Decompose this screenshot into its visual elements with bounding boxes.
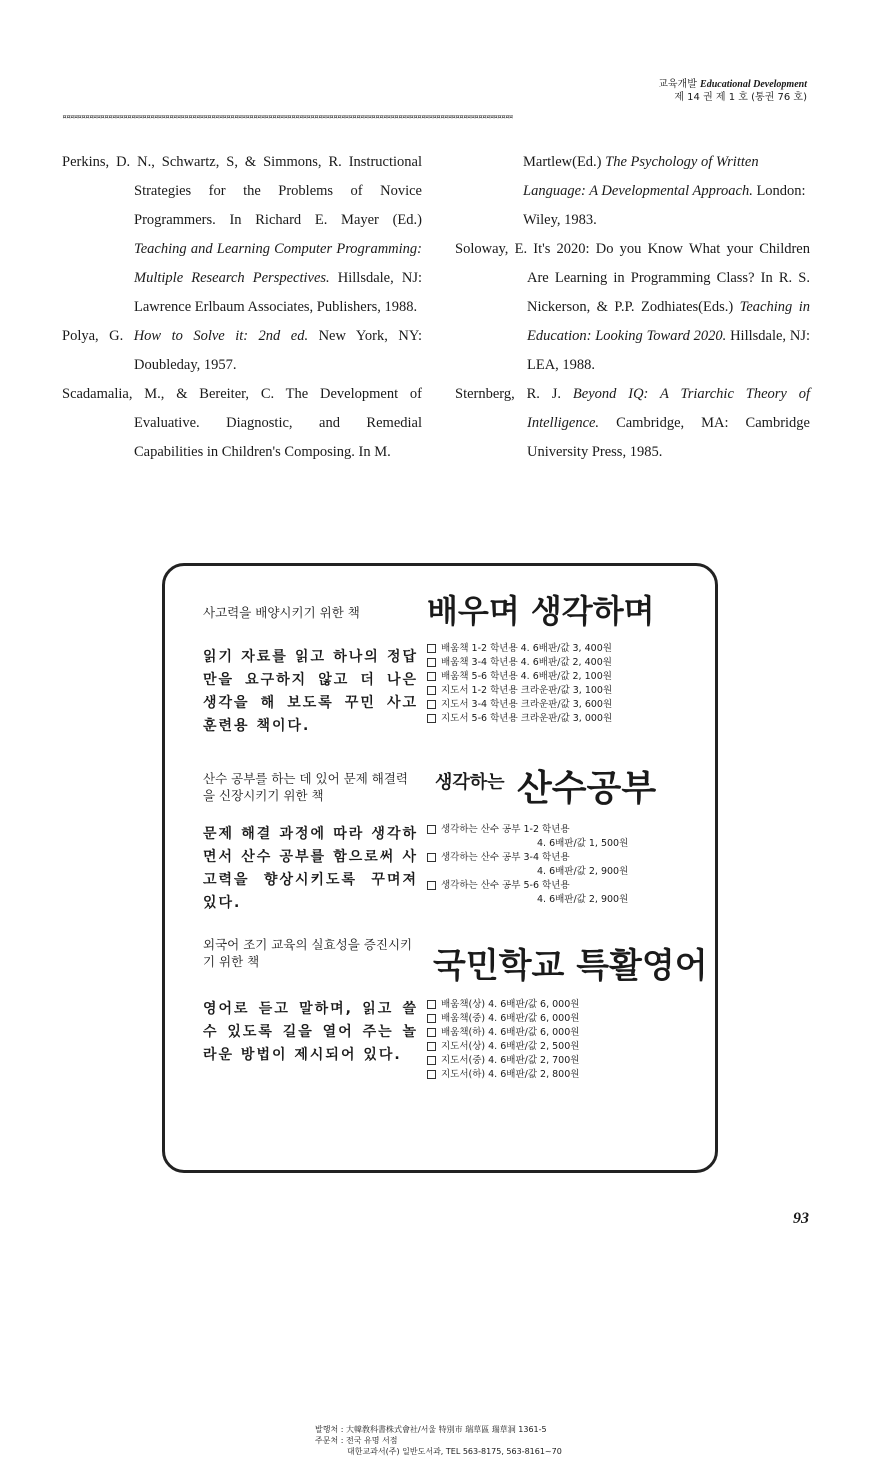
issue-info: 제 14 권 제 1 호 (통권 76 호) [674,92,807,103]
checkbox-icon [427,714,436,723]
advertisement-box [162,563,718,1456]
checkbox-icon [427,686,436,695]
book-list-item [427,823,628,837]
reference-authors: Sternberg, R. J. [455,386,573,402]
journal-name-en: Educational Development [700,79,807,90]
book-title: 지도서 5-6 학년용 크라운판/값 3, 000원 [441,713,613,724]
reference-entry [455,380,810,467]
ad1-book-list [427,642,612,726]
reference-authors: Soloway, E. It's 2020: Do you Know What your Children Are Learning in Programming Class? In R. S. Nickerson, & P.P. Zodhiates(Eds.) [455,241,810,315]
references-right-column [455,148,810,467]
ad2-title-big: 산수공부 [517,768,657,809]
page-number: 93 [793,1210,809,1227]
reference-entry [62,322,422,380]
reference-entry [62,148,422,322]
book-list-item [427,879,628,893]
checkbox-icon [427,644,436,653]
ad3-title: 국민학교 특활영어 [433,946,708,986]
reference-title: How to Solve it: 2nd ed. [133,328,309,344]
ad3-intro: 외국어 조기 교육의 실효성을 증진시키기 위한 책 [203,937,413,969]
checkbox-icon [427,1070,436,1079]
reference-title: Teaching in Education: Looking Toward 2020. [527,299,810,344]
checkbox-icon [427,825,436,834]
ad1-intro: 사고력을 배양시키기 위한 책 [203,605,360,620]
book-list-item [427,642,612,656]
book-title: 생각하는 산수 공부 3-4 학년용 [441,852,570,863]
ad3-description: 영어로 듣고 말하며, 읽고 쓸 수 있도록 길을 열어 주는 놀라운 방법이 제시되어 있다. [203,1001,418,1063]
checkbox-icon [427,700,436,709]
checkbox-icon [427,1028,436,1037]
book-title: 지도서(하) 4. 6배판/값 2, 800원 [441,1069,580,1080]
book-price: 4. 6배판/값 1, 500원 [537,838,629,849]
reference-entry [62,380,422,467]
reference-publisher: Hillsdale, NJ: LEA, 1988. [527,328,810,373]
book-title: 지도서 1-2 학년용 크라운판/값 3, 100원 [441,685,613,696]
book-list-item [427,698,612,712]
reference-entry [523,148,810,235]
reference-publisher: Cambridge, MA: Cambridge University Press, 1985. [527,415,810,460]
reference-authors: Scadamalia, M., & Bereiter, C. The Development of Evaluative. Diagnostic, and Remedial Capabilities in Children's Composing. In M. [62,386,422,460]
checkbox-icon [427,1056,436,1065]
reference-publisher: New York, NY: Doubleday, 1957. [134,328,422,373]
book-title: 생각하는 산수 공부 1-2 학년용 [441,824,570,835]
book-title: 지도서(상) 4. 6배판/값 2, 500원 [441,1041,580,1052]
reference-title: Beyond IQ: A Triarchic Theory of Intelligence. [527,386,810,431]
book-list-item [427,1026,579,1040]
book-title: 지도서(중) 4. 6배판/값 2, 700원 [441,1055,580,1066]
book-title: 배움책(하) 4. 6배판/값 6, 000원 [441,1027,580,1038]
book-title: 배움책 3-4 학년용 4. 6배판/값 2, 400원 [441,657,612,668]
book-list-item [427,1054,579,1068]
publisher-info [315,1424,562,1457]
ad1-title: 배우며 생각하며 [427,592,655,630]
book-price: 4. 6배판/값 2, 900원 [537,894,629,905]
checkbox-icon [427,658,436,667]
checkbox-icon [427,672,436,681]
book-title: 배움책 1-2 학년용 4. 6배판/값 3, 400원 [441,643,612,654]
book-list-item [427,851,628,865]
reference-authors: Martlew(Ed.) [523,154,606,170]
references-left-column [62,148,422,467]
book-price: 4. 6배판/값 2, 900원 [537,866,629,877]
ad3-book-list [427,998,579,1082]
book-title: 배움책(상) 4. 6배판/값 6, 000원 [441,999,580,1010]
decorative-border: ¤¤¤¤¤¤¤¤¤¤¤¤¤¤¤¤¤¤¤¤¤¤¤¤¤¤¤¤¤¤¤¤¤¤¤¤¤¤¤¤¤¤¤¤¤¤¤¤¤¤¤¤¤¤¤¤¤¤¤¤¤¤¤¤¤¤¤¤¤¤¤¤¤¤¤¤¤¤¤¤¤¤¤¤¤¤¤¤¤¤¤¤¤¤¤¤¤¤¤¤¤¤¤¤¤¤¤¤¤¤¤¤¤¤¤¤¤¤ [62,112,513,121]
publisher-line: 발행처 : 大韓敎科書株式會社/서울 特別市 瑞草區 瑞草洞 1361-5 [315,1425,547,1434]
journal-name-ko: 교육개발 [658,79,697,90]
book-list-item [427,1012,579,1026]
contact-line: 대한교과서(주) 일반도서과, TEL 563-8175, 563-8161~70 [347,1447,562,1456]
reference-publisher: Hillsdale, NJ: Lawrence Erlbaum Associates, Publishers, 1988. [134,270,422,315]
ad1-description: 읽기 자료를 읽고 하나의 정답만을 요구하지 않고 더 나은 생각을 해 보도록 꾸민 사고 훈련용 책이다. [203,649,418,734]
ad2-title-small: 생각하는 [435,772,505,793]
book-title: 배움책(중) 4. 6배판/값 6, 000원 [441,1013,580,1024]
checkbox-icon [427,881,436,890]
reference-authors: Perkins, D. N., Schwartz, S, & Simmons, R. Instructional Strategies for the Problems of Novice Programmers. In Richard E. Mayer (Ed.) [62,154,422,228]
running-header [658,78,807,104]
book-list-item [427,656,612,670]
book-list-item [427,684,612,698]
book-title: 배움책 5-6 학년용 4. 6배판/값 2, 100원 [441,671,612,682]
reference-authors: Polya, G. [62,328,134,344]
book-list-item [427,670,612,684]
book-title: 생각하는 산수 공부 5-6 학년용 [441,880,570,891]
checkbox-icon [427,1042,436,1051]
checkbox-icon [427,1014,436,1023]
reference-publisher: London: Wiley, 1983. [523,183,806,228]
order-line: 주문처 : 전국 유명 서점 [315,1436,398,1445]
ad2-intro: 산수 공부를 하는 데 있어 문제 해결력을 신장시키기 위한 책 [203,771,408,803]
book-list-item [427,712,612,726]
book-list-item [427,1068,579,1082]
book-list-item [427,998,579,1012]
reference-title: The Psychology of Written Language: A Developmental Approach. [523,154,759,199]
checkbox-icon [427,1000,436,1009]
reference-entry [455,235,810,380]
reference-title: Teaching and Learning Computer Programming: Multiple Research Perspectives. [134,241,422,286]
book-list-item [427,1040,579,1054]
ad2-book-list [427,823,628,907]
book-title: 지도서 3-4 학년용 크라운판/값 3, 600원 [441,699,613,710]
ad2-description: 문제 해결 과정에 따라 생각하면서 산수 공부를 함으로써 사고력을 향상시키도록 꾸며져 있다. [203,826,418,911]
checkbox-icon [427,853,436,862]
